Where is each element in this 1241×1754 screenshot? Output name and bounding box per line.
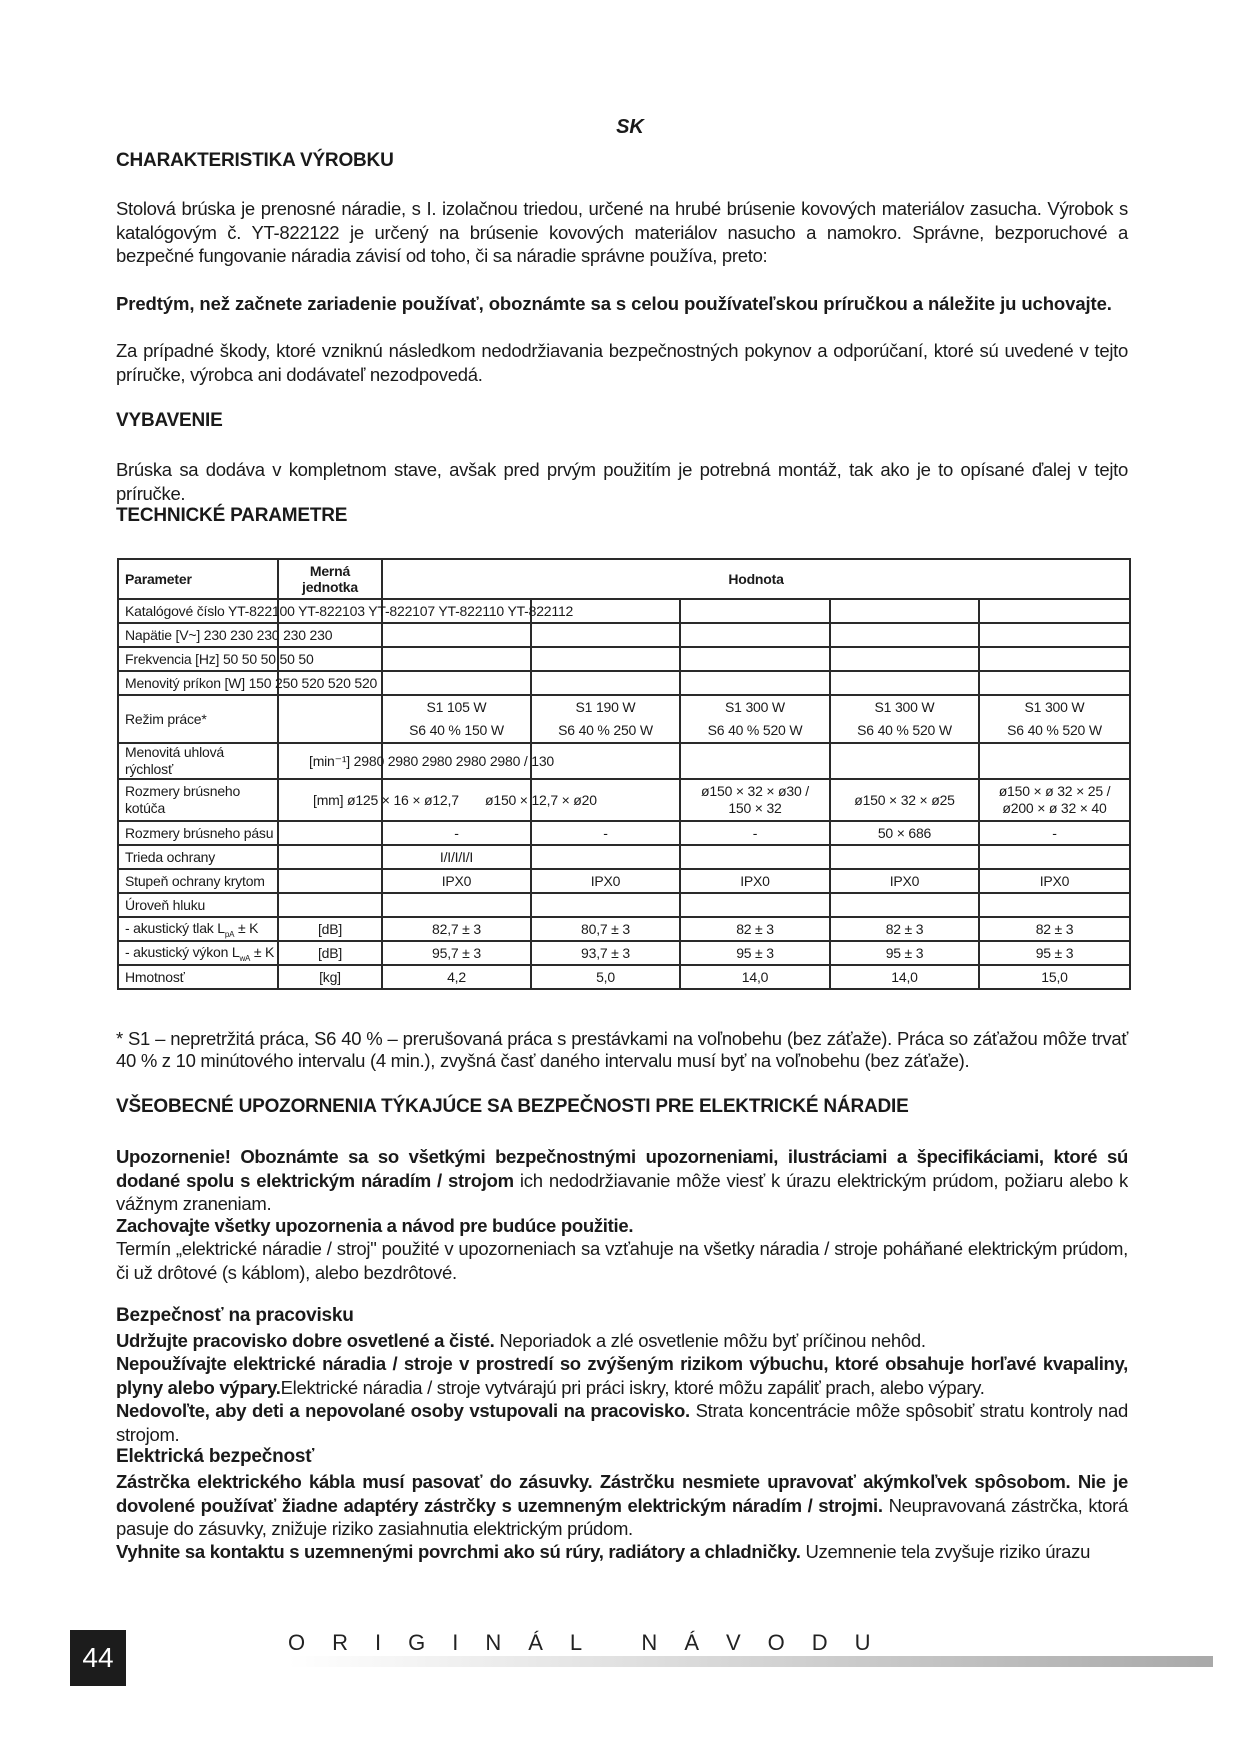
- footer-gradient-bar: [288, 1656, 1213, 1667]
- belt-cell: -: [531, 821, 680, 845]
- heading-technical-parameters: TECHNICKÉ PARAMETRE: [116, 505, 348, 526]
- page-number: 44: [70, 1630, 126, 1686]
- table-row: [118, 671, 1130, 695]
- table-row: [118, 599, 1130, 623]
- lwa-cell: 95 ± 3: [680, 941, 830, 965]
- mass-cell: 15,0: [979, 965, 1130, 989]
- lpa-cell: 82 ± 3: [680, 917, 830, 941]
- mode-cell: S1 300 W S6 40 % 520 W: [979, 695, 1130, 743]
- disc-cell: ø150 × 32 × ø25: [830, 779, 979, 821]
- lwa-cell: 95 ± 3: [830, 941, 979, 965]
- header-value: Hodnota: [382, 559, 1130, 599]
- noise-label: Úroveň hluku: [118, 893, 278, 917]
- lwa-label: - akustický výkon $L_{wA} \pm K$: [118, 941, 278, 965]
- belt-cell: -: [680, 821, 830, 845]
- speed-row-text: [min⁻¹] 2980 2980 2980 2980 2980 / 130: [278, 743, 382, 779]
- mode-cell: S1 300 W S6 40 % 520 W: [830, 695, 979, 743]
- ip-cell: IPX0: [680, 869, 830, 893]
- technical-parameters-table: [117, 558, 1131, 990]
- ip-cell: IPX0: [979, 869, 1130, 893]
- lwa-cell: 95,7 ± 3: [382, 941, 531, 965]
- unit-db: [dB]: [278, 941, 382, 965]
- heading-product-characteristics: CHARAKTERISTIKA VÝROBKU: [116, 150, 394, 171]
- disc-text-b: ø150 × 12,7 × ø20: [382, 779, 531, 821]
- table-header-row: [118, 559, 1130, 599]
- mode-label: Režim práce*: [118, 695, 278, 743]
- ip-cell: IPX0: [830, 869, 979, 893]
- table-row: [118, 941, 1130, 965]
- intro-bold-paragraph: Predtým, než začnete zariadenie používať, oboznámte sa s celou používateľskou príručkou a náležite ju uchovajte.: [116, 293, 1112, 314]
- table-row: [118, 695, 1130, 743]
- term-paragraph: Termín „elektrické náradie / stroj" použité v upozorneniach sa vzťahuje na všetky náradia / stroje poháňané elektrickým prúdom, či už drôtové (s káblom), alebo bezdrôtové.: [116, 1238, 1128, 1283]
- liability-paragraph: Za prípadné škody, ktoré vzniknú následkom nedodržiavania bezpečnostných pokynov a odporúčaní, ktoré sú uvedené v tejto príručke, výrobca ani dodávateľ nezodpovedá.: [116, 340, 1128, 385]
- power-row-text: Menovitý príkon [W] 150 250 520 520 520: [118, 671, 278, 695]
- heading-equipment: VYBAVENIE: [116, 410, 223, 431]
- heading-electrical-safety: Elektrická bezpečnosť: [116, 1446, 315, 1467]
- catalog-row-text: Katalógové číslo YT-822100 YT-822103 YT-822107 YT-822110 YT-822112: [118, 599, 278, 623]
- class-label: Trieda ochrany: [118, 845, 278, 869]
- belt-label: Rozmery brúsneho pásu: [118, 821, 278, 845]
- belt-cell: -: [382, 821, 531, 845]
- disc-label: Rozmery brúsneho kotúča: [118, 779, 278, 821]
- warning-paragraph: Upozornenie! Oboznámte sa so všetkými bezpečnostnými upozorneniami, ilustráciami a špecifikáciami, ktoré sú dodané spolu s elektrickým náradím / strojom ich nedodržiavanie môže viesť k úrazu elektrickým prúdom, požiaru alebo k vážnym zraneniam.: [116, 1146, 1128, 1214]
- table-row: [118, 647, 1130, 671]
- belt-cell: -: [979, 821, 1130, 845]
- ip-cell: IPX0: [531, 869, 680, 893]
- header-unit: Merná jednotka: [278, 559, 382, 599]
- electrical-rule: Zástrčka elektrického kábla musí pasovať do zásuvky. Zástrčku nesmiete upravovať akýmkoľvek spôsobom. Nie je dovolené používať žiadne adaptéry zástrčky s uzemneným elektrickým náradím / strojmi. Neupravovaná zástrčka, ktorá pasuje do zásuvky, znižuje riziko zasiahnutia elektrickým prúdom.: [116, 1471, 1128, 1539]
- frequency-row-text: Frekvencia [Hz] 50 50 50 50 50: [118, 647, 278, 671]
- ip-cell: IPX0: [382, 869, 531, 893]
- mode-cell: S1 105 W S6 40 % 150 W: [382, 695, 531, 743]
- mass-cell: 5,0: [531, 965, 680, 989]
- keep-instructions: Zachovajte všetky upozornenia a návod pre budúce použitie.: [116, 1215, 634, 1236]
- footer-original-manual: ORIGINÁL NÁVODU: [288, 1630, 898, 1655]
- lpa-cell: 82,7 ± 3: [382, 917, 531, 941]
- mode-cell: S1 300 W S6 40 % 520 W: [680, 695, 830, 743]
- workplace-rule: Nedovoľte, aby deti a nepovolané osoby vstupovali na pracovisko. Strata koncentrácie môže spôsobiť stratu kontroly nad strojom.: [116, 1400, 1128, 1445]
- belt-cell: 50 × 686: [830, 821, 979, 845]
- electrical-rule: Vyhnite sa kontaktu s uzemnenými povrchmi ako sú rúry, radiátory a chladničky. Uzemnenie tela zvyšuje riziko úrazu: [116, 1541, 1091, 1562]
- mass-cell: 14,0: [830, 965, 979, 989]
- speed-label: Menovitá uhlová rýchlosť: [118, 743, 278, 779]
- mode-cell: S1 190 W S6 40 % 250 W: [531, 695, 680, 743]
- disc-text-a: [mm] ø125 × 16 × ø12,7: [278, 779, 382, 821]
- unit-kg: [kg]: [278, 965, 382, 989]
- class-cell: I/I/I/I/I: [382, 845, 531, 869]
- table-row: [118, 623, 1130, 647]
- lpa-cell: 80,7 ± 3: [531, 917, 680, 941]
- workplace-rule: Udržujte pracovisko dobre osvetlené a čisté. Neporiadok a zlé osvetlenie môžu byť príčinou nehôd.: [116, 1330, 926, 1351]
- voltage-row-text: Napätie [V~] 230 230 230 230 230: [118, 623, 278, 647]
- intro-paragraph: Stolová brúska je prenosné náradie, s I. izolačnou triedou, určené na hrubé brúsenie kovových materiálov zasucha. Výrobok s katalógovým č. YT-822122 je určený na brúsenie kovových materiálov nasucho a namokro. Správne, bezporuchové a bezpečné fungovanie náradia závisí od toho, či sa náradie správne používa, preto:: [116, 198, 1128, 266]
- table-row: [118, 743, 1130, 779]
- lpa-label: - akustický tlak $L_{pA} \pm K$: [118, 917, 278, 941]
- table-row: [118, 821, 1130, 845]
- mass-cell: 14,0: [680, 965, 830, 989]
- language-code: SK: [616, 116, 644, 138]
- heading-general-safety: VŠEOBECNÉ UPOZORNENIA TÝKAJÚCE SA BEZPEČNOSTI PRE ELEKTRICKÉ NÁRADIE: [116, 1096, 909, 1117]
- equipment-paragraph: Brúska sa dodáva v kompletnom stave, avšak pred prvým použitím je potrebná montáž, tak ako je to opísané ďalej v tejto príručke.: [116, 459, 1128, 504]
- lwa-cell: 93,7 ± 3: [531, 941, 680, 965]
- lwa-cell: 95 ± 3: [979, 941, 1130, 965]
- disc-cell: ø150 × ø 32 × 25 / ø200 × ø 32 × 40: [979, 779, 1130, 821]
- mass-cell: 4,2: [382, 965, 531, 989]
- lpa-cell: 82 ± 3: [830, 917, 979, 941]
- unit-db: [dB]: [278, 917, 382, 941]
- ip-label: Stupeň ochrany krytom: [118, 869, 278, 893]
- footnote: * S1 – nepretržitá práca, S6 40 % – prerušovaná práca s prestávkami na voľnobehu (bez záťaže). Práca so záťažou môže trvať 40 % z 10 minútového intervalu (4 min.), zvyšná časť daného intervalu musí byť na voľnobehu (bez záťaže).: [116, 1028, 1128, 1071]
- header-parameter: Parameter: [118, 559, 278, 599]
- table-row: [118, 893, 1130, 917]
- table-row: [118, 845, 1130, 869]
- table-row: [118, 965, 1130, 989]
- mass-label: Hmotnosť: [118, 965, 278, 989]
- disc-cell: ø150 × 32 × ø30 / 150 × 32: [680, 779, 830, 821]
- workplace-rule: Nepoužívajte elektrické náradia / stroje v prostredí so zvýšeným rizikom výbuchu, ktoré obsahuje horľavé kvapaliny, plyny alebo výpary.Elektrické náradia / stroje vytvárajú pri práci iskry, ktoré môžu zapáliť prach, alebo výpary.: [116, 1353, 1128, 1398]
- lpa-cell: 82 ± 3: [979, 917, 1130, 941]
- heading-workplace-safety: Bezpečnosť na pracovisku: [116, 1305, 354, 1326]
- table-row: [118, 869, 1130, 893]
- table-row: [118, 779, 1130, 821]
- table-row: [118, 917, 1130, 941]
